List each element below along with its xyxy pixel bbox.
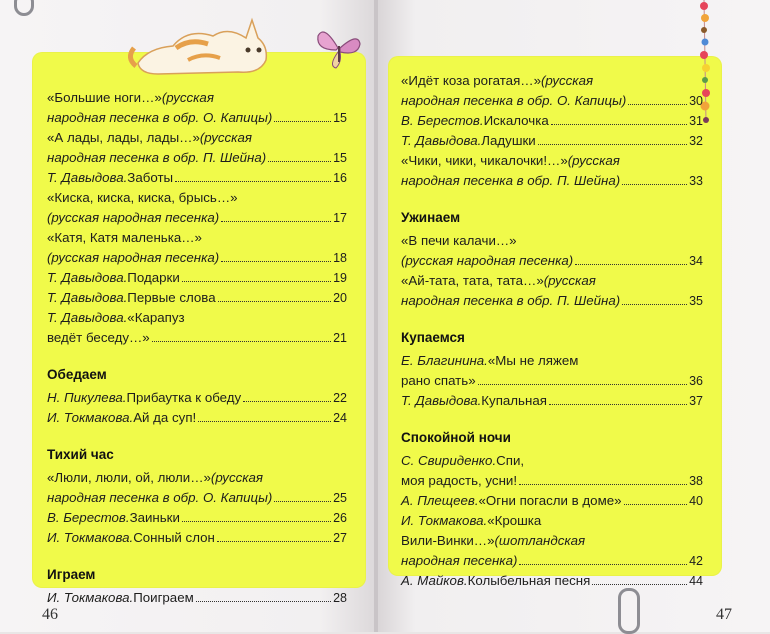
toc-line [47,208,347,228]
toc-page-number: 32 [689,134,703,148]
dot-leader [221,221,331,222]
toc-text: «В печи калачи…» [401,233,517,248]
toc-text: «Карапуз [127,310,185,325]
toc-text: народная песенка в обр. П. Шейна) [401,293,621,308]
toc-line [401,391,703,411]
toc-text: Подарки [127,270,180,285]
toc-text: (русская [199,130,252,145]
dot-leader [196,601,331,602]
toc-text: народная песенка) [401,553,518,568]
dot-leader [221,261,331,262]
toc-text: «Большие ноги…» [47,90,162,105]
toc-page-number: 15 [333,151,347,165]
toc-line [401,511,703,531]
toc-line [401,131,703,151]
dot-leader [175,181,331,182]
toc-text: А. Майков. [401,573,468,588]
toc-line [401,371,703,391]
toc-line [47,88,347,108]
page-number-left: 46 [42,606,58,623]
toc-text: (русская народная песенка) [47,210,220,225]
toc-line [47,168,347,188]
toc-text: рано спать» [401,373,476,388]
toc-text: народная песенка в обр. П. Шейна) [401,173,621,188]
toc-text: (русская народная песенка) [47,250,220,265]
dot-leader [624,504,688,505]
toc-line [47,588,347,608]
toc-page-number: 30 [689,94,703,108]
toc-text: «Киска, киска, киска, брысь…» [47,190,238,205]
toc-line [47,308,347,328]
toc-line [47,468,347,488]
toc-line [47,148,347,168]
toc-page-number: 42 [689,554,703,568]
toc-line [401,91,703,111]
toc-text: Т. Давыдова. [47,270,128,285]
toc-text: Заботы [127,170,174,185]
cat-illustration [128,8,278,78]
dot-leader [218,301,331,302]
toc-text: Прибаутка к обеду [126,390,242,405]
dot-leader [152,341,331,342]
right-toc-list [401,71,703,591]
toc-text: «Катя, Катя маленька…» [47,230,202,245]
toc-line [47,248,347,268]
toc-page-number: 33 [689,174,703,188]
toc-text: Спи, [496,453,525,468]
section-heading: Спокойной ночи [401,430,511,445]
toc-text: народная песенка в обр. О. Капицы) [47,490,273,505]
toc-text: (русская народная песенка) [401,253,574,268]
dot-leader [217,541,331,542]
toc-page-number: 35 [689,294,703,308]
left-toc-list [47,88,347,608]
dot-leader [198,421,331,422]
toc-text: (русская [567,153,620,168]
dot-leader [274,121,331,122]
toc-text: Т. Давыдова. [47,170,128,185]
toc-line [401,451,703,471]
toc-page-number: 26 [333,511,347,525]
toc-text: народная песенка в обр. О. Капицы) [401,93,627,108]
toc-text: (русская [543,273,596,288]
toc-page-number: 19 [333,271,347,285]
toc-page-number: 15 [333,111,347,125]
toc-line [47,288,347,308]
section-heading: Ужинаем [401,210,461,225]
dot-leader [551,124,687,125]
toc-line [47,388,347,408]
toc-text: «Люли, люли, ой, люли…» [47,470,211,485]
toc-page-number: 17 [333,211,347,225]
toc-text: И. Токмакова. [47,410,134,425]
dot-leader [519,484,687,485]
toc-text: Колыбельная песня [467,573,591,588]
toc-page-number: 18 [333,251,347,265]
toc-text: Т. Давыдова. [401,133,482,148]
dot-leader [538,144,687,145]
dot-leader [549,404,687,405]
toc-page-number: 31 [689,114,703,128]
toc-text: Поиграем [133,590,194,605]
toc-line [401,231,703,251]
toc-text: (русская [540,73,594,88]
toc-line [401,71,703,91]
toc-page-number: 28 [333,591,347,605]
toc-page-number: 20 [333,291,347,305]
toc-text: «Мы не ляжем [487,353,579,368]
toc-text: Т. Давыдова. [47,290,128,305]
toc-text: И. Токмакова. [47,590,134,605]
toc-text: (русская [161,90,214,105]
toc-line [47,328,347,348]
toc-line [401,471,703,491]
toc-page-number: 34 [689,254,703,268]
toc-page-number: 38 [689,474,703,488]
toc-page-number: 24 [333,411,347,425]
toc-line [401,551,703,571]
toc-text: Н. Пикулева. [47,390,127,405]
toc-line [47,508,347,528]
dot-leader [622,184,687,185]
toc-text: С. Свириденко. [401,453,497,468]
toc-text: Ладушки [481,133,536,148]
toc-page-number: 21 [333,331,347,345]
toc-text: Ай да суп! [133,410,197,425]
toc-line [401,111,703,131]
toc-text: Т. Давыдова. [401,393,482,408]
dot-leader [243,401,331,402]
toc-page-number: 36 [689,374,703,388]
toc-line [401,251,703,271]
dot-leader [592,584,687,585]
toc-line [47,268,347,288]
toc-text: Вили-Винки…» [401,533,495,548]
section-heading: Играем [47,567,96,582]
toc-text: моя радость, усни! [401,473,518,488]
dot-leader [182,281,331,282]
toc-page-number: 25 [333,491,347,505]
toc-line [47,488,347,508]
dot-leader [575,264,687,265]
toc-text: народная песенка в обр. О. Капицы) [47,110,273,125]
toc-line [401,151,703,171]
dot-leader [478,384,688,385]
section-heading: Тихий час [47,447,114,462]
toc-text: Купальная [481,393,547,408]
toc-text: «Чики, чики, чикалочки!…» [401,153,568,168]
toc-text: А. Плещеев. [401,493,479,508]
toc-text: И. Токмакова. [47,530,134,545]
page-number-right: 47 [716,606,732,623]
toc-text: «А лады, лады, лады…» [47,130,200,145]
dot-leader [268,161,331,162]
toc-text: (шотландская [494,533,586,548]
toc-text: В. Берестов. [401,113,484,128]
dot-leader [182,521,331,522]
toc-text: «Огни погасли в доме» [478,493,622,508]
toc-text: Заиньки [129,510,180,525]
toc-line [47,108,347,128]
toc-line [401,491,703,511]
book-spine [374,0,378,632]
paper-clip-bottom [618,588,640,634]
toc-page-number: 27 [333,531,347,545]
toc-text: «Идёт коза рогатая…» [401,73,541,88]
toc-line [47,408,347,428]
toc-text: И. Токмакова. [401,513,488,528]
toc-text: Сонный слон [133,530,215,545]
toc-page-number: 40 [689,494,703,508]
toc-text: народная песенка в обр. П. Шейна) [47,150,267,165]
toc-text: Первые слова [127,290,216,305]
dot-leader [628,104,687,105]
section-heading: Обедаем [47,367,107,382]
toc-page-number: 44 [689,574,703,588]
section-heading: Купаемся [401,330,465,345]
toc-page-number: 16 [333,171,347,185]
toc-text: Е. Благинина. [401,353,488,368]
toc-text: «Крошка [487,513,542,528]
toc-line [401,171,703,191]
toc-line [401,271,703,291]
toc-line [47,228,347,248]
butterfly-illustration [314,22,364,72]
toc-page-number: 22 [333,391,347,405]
dot-leader [274,501,331,502]
toc-text: В. Берестов. [47,510,130,525]
toc-text: Т. Давыдова. [47,310,128,325]
dot-leader [622,304,687,305]
toc-text: (русская [210,470,264,485]
toc-text: Искалочка [483,113,549,128]
toc-line [47,128,347,148]
toc-line [401,291,703,311]
toc-line [47,188,347,208]
toc-text: «Ай-тата, тата, тата…» [401,273,544,288]
toc-line [401,531,703,551]
toc-line [401,571,703,591]
dot-leader [519,564,687,565]
toc-page-number: 37 [689,394,703,408]
toc-line [47,528,347,548]
toc-text: ведёт беседу…» [47,330,150,345]
toc-line [401,351,703,371]
